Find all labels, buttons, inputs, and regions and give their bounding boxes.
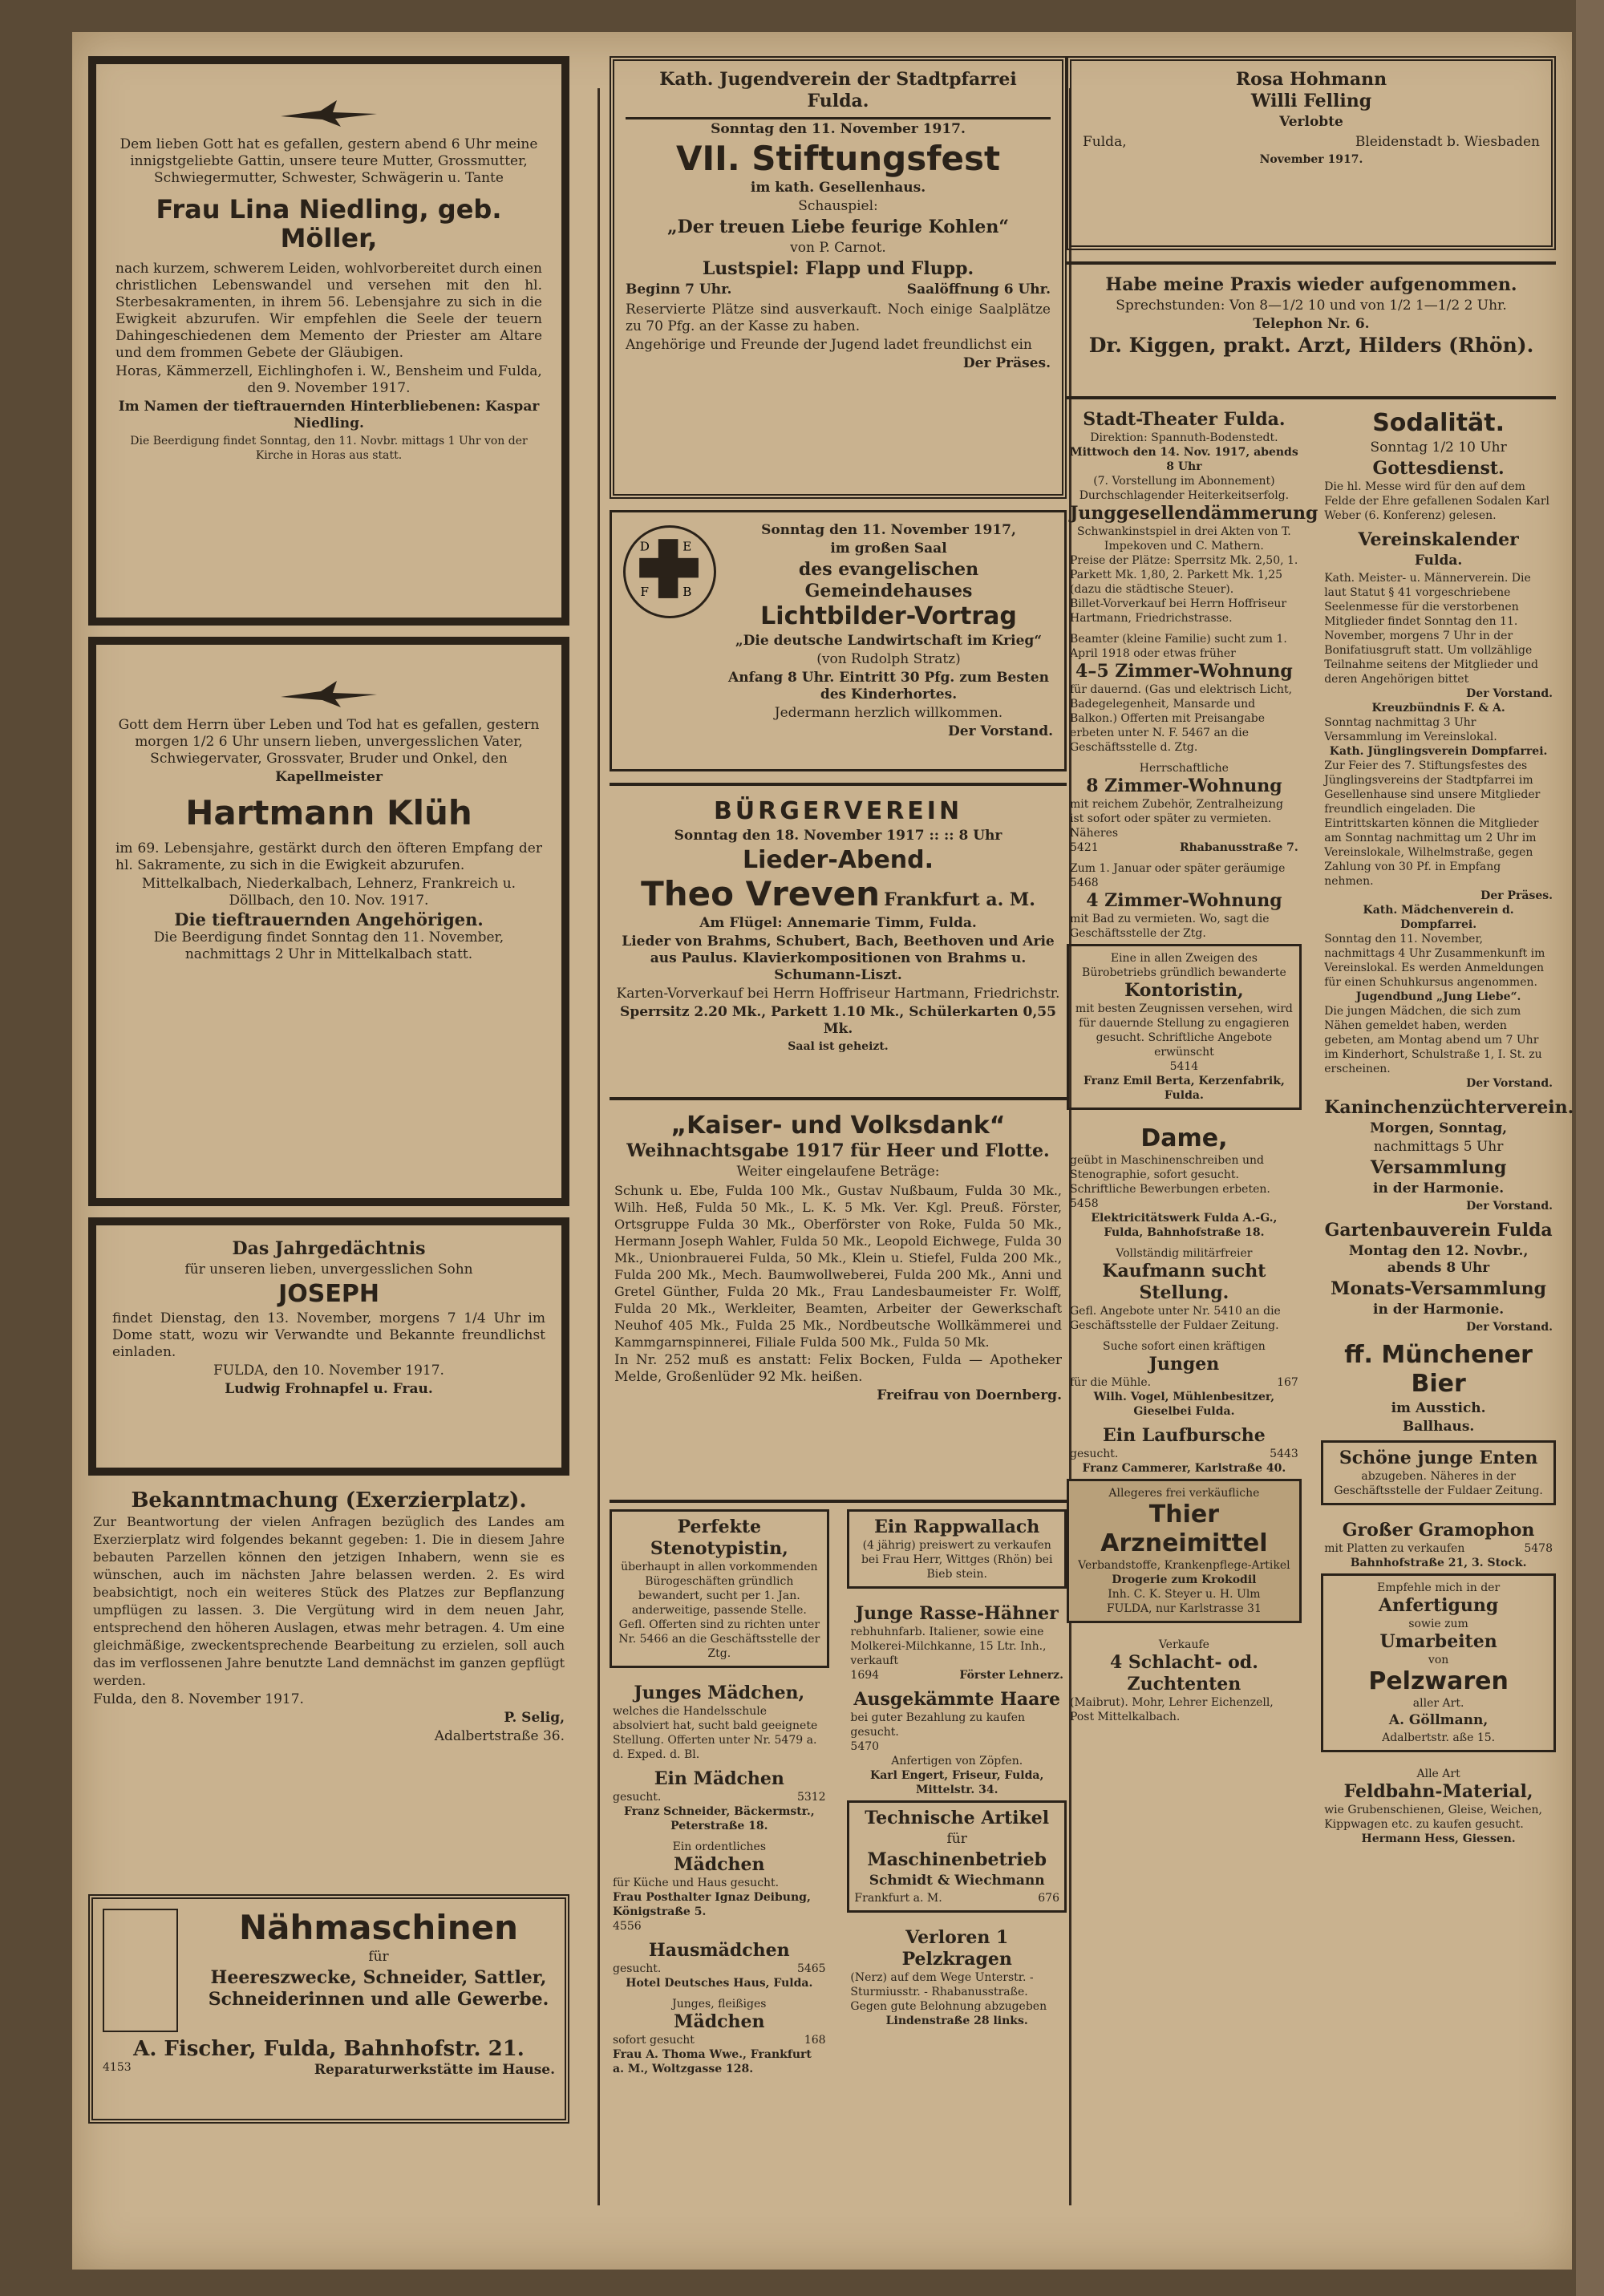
- ad-pre: Vollständig militärfreier: [1116, 1247, 1253, 1260]
- ad-enten: [1321, 1440, 1556, 1505]
- deceased-name: Frau Lina Niedling, geb. Möller,: [156, 194, 502, 253]
- ad-title: Kaninchenzüchterverein.: [1324, 1097, 1574, 1118]
- ad-wohnung-gesucht: [1067, 629, 1302, 758]
- red-cross-icon: [623, 525, 716, 618]
- ad-feldbahn: [1321, 1764, 1556, 1849]
- ad-sale: Billet-Vorverkauf bei Herrn Hoffriseur Hartmann, Friedrichstrasse.: [1070, 597, 1287, 625]
- ad-line: von: [1428, 1654, 1449, 1666]
- shield-icon: [103, 1909, 178, 2032]
- obituary-place: Horas, Kämmerzell, Eichlinghofen i. W., Bensheim und Fulda, den 9. November 1917.: [115, 363, 542, 396]
- ad-laufbursche: [1067, 1422, 1302, 1479]
- ad-junges-maedchen: [610, 1679, 829, 1765]
- ad-subtitle: Kath. Mädchenverein d. Dompfarrei.: [1363, 904, 1514, 931]
- ad-lichtbilder: [610, 510, 1067, 771]
- ad-ein-maedchen: [610, 1765, 829, 1836]
- obituary-place: Mittelkalbach, Niederkalbach, Lehnerz, Frankreich u. Döllbach, den 10. Nov. 1917.: [141, 876, 516, 909]
- ad-haehner: [847, 1600, 1067, 1686]
- ad-pre: Beamter (kleine Familie) sucht zum 1. April 1918 oder etwas früher: [1070, 633, 1287, 660]
- ad-title: Mädchen: [674, 1854, 765, 1875]
- city: Fulda,: [1083, 134, 1127, 150]
- notice-title: Bekanntmachung (Exerzierplatz).: [131, 1488, 527, 1512]
- ad-hall: im großen Saal: [830, 541, 947, 557]
- ad-body: welches die Handelsschule absolviert hat, sucht bald geeignete Stellung. Offerten unter Nr. 5479 a. d. Exped. d. Bl.: [613, 1705, 818, 1761]
- ad-sodalitaet: [1321, 406, 1556, 526]
- ad-label: Schauspiel:: [798, 198, 878, 214]
- ad-title: Großer Gramophon: [1342, 1520, 1535, 1541]
- ad-line: Allegeres frei verkäufliche: [1108, 1487, 1260, 1500]
- ad-title: Habe meine Praxis wieder aufgenommen.: [1105, 274, 1517, 295]
- ad-pre: Zum 1. Januar oder später geräumige: [1070, 862, 1286, 875]
- engaged-label: Verlobte: [1279, 114, 1343, 130]
- ad-pre: Verkaufe: [1158, 1638, 1209, 1651]
- article-subtitle: Weihnachtsgabe 1917 für Heer und Flotte.: [626, 1140, 1050, 1161]
- ad-pre: Alle Art: [1416, 1768, 1460, 1780]
- article-correction: In Nr. 252 muß es anstatt: Felix Bocken, Fulda — Apotheker Melde, Großenlüder 92 Mk. heißen.: [614, 1352, 1062, 1385]
- memorial-subtitle: für unseren lieben, unvergesslichen Sohn: [184, 1261, 473, 1278]
- ad-buergerverein: [610, 792, 1067, 1091]
- ad-title: ff. Münchener Bier: [1344, 1341, 1533, 1398]
- ad-piano: Am Flügel: Annemarie Timm, Fulda.: [699, 915, 977, 931]
- ad-title: Nähmaschinen: [239, 1908, 518, 1947]
- ad-rappwallach: [847, 1509, 1067, 1589]
- ad-price: Preise der Plätze: Sperrsitz Mk. 2,50, 1. Parkett Mk. 1,80, 2. Parkett Mk. 1,25 (dazu die städtische Steuer).: [1070, 554, 1298, 596]
- ad-jungen: [1067, 1336, 1302, 1422]
- ad-welcome: Jedermann herzlich willkommen.: [774, 705, 1003, 721]
- notice-address: Adalbertstraße 36.: [434, 1728, 565, 1744]
- ad-title: Ein Laufbursche: [1103, 1425, 1266, 1446]
- ad-ordentliches-maedchen: [610, 1836, 829, 1937]
- ad-number: 676: [1038, 1892, 1059, 1905]
- ad-title: Kontoristin,: [1124, 980, 1244, 1001]
- ad-shop: Drogerie zum Krokodil: [1112, 1573, 1257, 1586]
- date: November 1917.: [1259, 153, 1363, 166]
- ad-pre: Herrschaftliche: [1139, 762, 1229, 775]
- ad-title: Ein Mädchen: [654, 1768, 784, 1789]
- obituary-intro: Gott dem Herrn über Leben und Tod hat es gefallen, gestern morgen 1/2 6 Uhr unsern lieben, unvergesslichen Vater, Schwiegervater, Grossvater, Bruder und Onkel, den: [118, 717, 540, 767]
- ad-body: Zur Feier des 7. Stiftungsfestes des Jünglingsvereins der Stadtpfarrei im Gesellenhause sind unsere Mitglieder freundlich eingeladen. Die Eintrittskarten können die Mitglieder am Sonntag nachmittag um 2 Uhr im Vereinslokale, Wilhelmstraße, gegen Zahlung von 30 Pf. in Empfang nehmen.: [1324, 759, 1541, 888]
- ad-heat: Saal ist geheizt.: [788, 1040, 889, 1053]
- ad-firm: Förster Lehnerz.: [959, 1669, 1063, 1682]
- column-divider: [597, 88, 600, 2205]
- ad-4-zimmer: [1067, 858, 1302, 944]
- ad-title: 8 Zimmer-Wohnung: [1086, 775, 1282, 796]
- column-right: [1067, 56, 1574, 1849]
- ad-subtitle: Maschinenbetrieb: [867, 1849, 1047, 1870]
- ad-event: Lieder-Abend.: [742, 846, 934, 874]
- ad-doctor: Dr. Kiggen, prakt. Arzt, Hilders (Rhön).: [1088, 334, 1534, 357]
- ad-line: Gottesdienst.: [1372, 458, 1505, 479]
- ad-praxis: [1067, 271, 1556, 390]
- ad-naehmaschinen: [88, 1894, 569, 2124]
- ad-title: Technische Artikel: [865, 1808, 1050, 1828]
- city: Bleidenstadt b. Wiesbaden: [1355, 134, 1540, 150]
- ad-owner: Inh. C. K. Steyer u. H. Ulm: [1108, 1588, 1261, 1601]
- ad-body: (Maibrut). Mohr, Lehrer Eichenzell, Post Mittelkalbach.: [1070, 1696, 1274, 1723]
- ad-address: Bahnhofstraße 21, 3. Stock.: [1350, 1557, 1527, 1569]
- ad-number: 5458: [1070, 1197, 1099, 1210]
- ad-signature: Der Vorstand.: [1466, 687, 1553, 700]
- engaged-name: Willi Felling: [1250, 91, 1372, 111]
- ad-title: Hausmädchen: [648, 1940, 790, 1961]
- ad-body: wie Grubenschienen, Gleise, Weichen, Kippwagen etc. zu kaufen gesucht.: [1324, 1804, 1542, 1831]
- ad-body: abzugeben. Näheres in der Geschäftsstelle der Fuldaer Zeitung.: [1334, 1470, 1543, 1497]
- ad-title: Jungen: [1148, 1354, 1220, 1375]
- ad-technische-artikel: [847, 1800, 1067, 1913]
- edge-strip: [1576, 0, 1604, 2296]
- deceased-title: Kapellmeister: [275, 769, 383, 785]
- ad-number: 5478: [1524, 1542, 1553, 1555]
- memorial-name: JOSEPH: [278, 1280, 379, 1308]
- cross-letter: F: [640, 585, 650, 600]
- article-label: Weiter eingelaufene Beträge:: [736, 1164, 940, 1180]
- deceased-name: Hartmann Klüh: [185, 793, 472, 832]
- ad-line: Versammlung: [1370, 1157, 1507, 1178]
- classifieds-right: [1067, 406, 1574, 1849]
- ad-firm: Franz Emil Berta, Kerzenfabrik, Fulda.: [1083, 1075, 1285, 1102]
- ad-subtitle: Kath. Jünglingsverein Dompfarrei.: [1329, 745, 1548, 758]
- ad-title: VII. Stiftungsfest: [675, 139, 1001, 178]
- ad-body: Gefl. Angebote unter Nr. 5410 an die Geschäftsstelle der Fuldaer Zeitung.: [1070, 1305, 1281, 1332]
- article-title: „Kaiser- und Volksdank“: [670, 1112, 1006, 1140]
- ad-body: für dauernd. (Gas und elektrisch Licht, Badegelegenheit, Mansarde und Balkon.) Offerten mit Preisangabe erbeten unter N. F. 5467 an die Geschäftsstelle d. Ztg.: [1070, 683, 1293, 754]
- ad-number: 5468: [1070, 877, 1099, 889]
- ad-title: Kaufmann sucht Stellung.: [1102, 1261, 1266, 1303]
- obituary-klueh: [88, 637, 569, 1206]
- ad-number: 5421: [1070, 841, 1099, 854]
- obituary-signature: Die tieftrauernden Angehörigen.: [174, 909, 484, 929]
- ad-pre: Ein ordentliches: [672, 1840, 767, 1853]
- ad-number: 5312: [796, 1791, 826, 1804]
- obituary-niedling: [88, 56, 569, 626]
- ad-pelzwaren: [1321, 1573, 1556, 1752]
- ad-invite: Angehörige und Freunde der Jugend ladet freundlichst ein: [626, 337, 1032, 353]
- ad-for: für: [368, 1949, 389, 1965]
- ad-subtitle: Jugendbund „Jung Liebe“.: [1355, 990, 1521, 1003]
- ad-body: mit reichem Zubehör, Zentralheizung ist sofort oder später zu vermieten. Näheres: [1070, 798, 1283, 840]
- ad-body: geübt in Maschinenschreiben und Stenographie, sofort gesucht. Schriftliche Bewerbungen erbeten.: [1070, 1154, 1270, 1196]
- classifieds-middle: [610, 1509, 1067, 2079]
- ad-subtitle: Kreuzbündnis F. & A.: [1371, 702, 1505, 715]
- ad-firm: Frau Posthalter Ignaz Deibung, Königstraße 5.: [613, 1891, 811, 1918]
- ad-body: bei guter Bezahlung zu kaufen gesucht.: [850, 1711, 1026, 1739]
- ad-title: Mädchen: [674, 2011, 765, 2032]
- ad-body: Die hl. Messe wird für den auf dem Felde der Ehre gefallenen Sodalen Karl Weber (6. Konferenz) gelesen.: [1324, 480, 1549, 522]
- ad-line: Anfertigung: [1378, 1595, 1499, 1616]
- ad-open: Saalöffnung 6 Uhr.: [906, 281, 1051, 298]
- ad-number: 4556: [613, 1920, 642, 1933]
- ad-city: Fulda.: [1414, 553, 1463, 569]
- ad-body: überhaupt in allen vorkommenden Bürogeschäften gründlich bewandert, sucht per 1. Jan. anderweitige, passende Stelle. Gefl. Offerten sind zu richten unter Nr. 5466 an die Geschäftsstelle der Ztg.: [618, 1561, 820, 1660]
- bird-icon: [273, 96, 385, 128]
- ad-address: Rhabanusstraße 7.: [1179, 841, 1298, 854]
- ad-line: Empfehle mich in der: [1377, 1581, 1501, 1594]
- ad-body: Sonntag nachmittag 3 Uhr Versammlung im Vereinslokal.: [1324, 716, 1497, 743]
- ad-line: Monats-Versammlung: [1331, 1278, 1547, 1299]
- divider: [1067, 261, 1556, 265]
- divider: [610, 1500, 1067, 1503]
- ad-number: 1694: [850, 1669, 880, 1682]
- performer-city: Frankfurt a. M.: [884, 889, 1035, 910]
- ad-title: Stadt-Theater Fulda.: [1083, 409, 1286, 430]
- ad-firm: Hotel Deutsches Haus, Fulda.: [626, 1977, 813, 1990]
- ad-title: Verloren 1 Pelzkragen: [901, 1927, 1012, 1970]
- ad-signature: Der Vorstand.: [1466, 1321, 1553, 1334]
- column-left: [88, 56, 569, 2135]
- ad-number: 167: [1277, 1376, 1298, 1389]
- ad-fleissiges-maedchen: [610, 1994, 829, 2079]
- ad-line: Ballhaus.: [1402, 1419, 1475, 1435]
- ad-number: 5465: [796, 1962, 826, 1975]
- ad-title: Junge Rasse-Hähner: [855, 1603, 1059, 1624]
- ad-pre: Eine in allen Zweigen des Bürobetriebs gründlich bewanderte: [1082, 952, 1286, 979]
- ad-repair: Reparaturwerkstätte im Hause.: [314, 2062, 555, 2078]
- ad-title: Thier Arzneimittel: [1100, 1500, 1268, 1557]
- ad-date: Mittwoch den 14. Nov. 1917, abends 8 Uhr: [1070, 446, 1298, 473]
- ad-phone: Telephon Nr. 6.: [1253, 316, 1370, 332]
- ad-address: FULDA, nur Karlstrasse 31: [1106, 1602, 1262, 1615]
- ad-line: Heereszwecke, Schneider, Sattler,: [210, 1967, 547, 1988]
- ad-title: Perfekte Stenotypistin,: [650, 1516, 788, 1559]
- ad-title: BÜRGERVEREIN: [713, 797, 963, 825]
- ad-kaninchen: [1321, 1094, 1574, 1217]
- cross-letter: D: [639, 539, 650, 554]
- ad-title: 4 Schlacht- od. Zuchtenten: [1109, 1652, 1258, 1695]
- ad-work: Anfertigen von Zöpfen.: [891, 1755, 1023, 1768]
- ad-start: Anfang 8 Uhr. Eintritt 30 Pfg. zum Besten des Kinderhortes.: [728, 670, 1049, 703]
- ad-firm: Frau A. Thoma Wwe., Frankfurt a. M., Woltzgasse 128.: [613, 2048, 812, 2075]
- ad-title: Dame,: [1140, 1124, 1228, 1152]
- ad-line: Schneiderinnen und alle Gewerbe.: [208, 1989, 549, 2010]
- ad-verlobung: [1067, 56, 1556, 250]
- ad-author: von P. Carnot.: [790, 240, 886, 256]
- ad-line: Verbandstoffe, Krankenpflege-Artikel: [1078, 1559, 1290, 1572]
- ad-8-zimmer: [1067, 758, 1302, 858]
- ad-number: 5443: [1270, 1448, 1298, 1460]
- ad-firm: Karl Engert, Friseur, Fulda, Mittelstr. 34.: [870, 1769, 1044, 1796]
- ad-line: Montag den 12. Novbr., abends 8 Uhr: [1348, 1243, 1529, 1276]
- ad-gramophon: [1321, 1516, 1556, 1573]
- ad-title: Schöne junge Enten: [1339, 1448, 1538, 1468]
- ad-pelzkragen: [847, 1924, 1067, 2031]
- memorial-title: Das Jahrgedächtnis: [232, 1238, 426, 1259]
- ad-stadttheater: [1067, 406, 1318, 629]
- ad-firm: Elektricitätswerk Fulda A.-G., Fulda, Bahnhofstraße 18.: [1091, 1212, 1278, 1239]
- ad-hours: Sprechstunden: Von 8—1/2 10 und von 1/2 1—1/2 2 Uhr.: [1116, 298, 1507, 314]
- ad-program: Lieder von Brahms, Schubert, Bach, Beethoven und Arie aus Paulus. Klavierkompositionen von Brahms u. Schumann-Liszt.: [622, 933, 1055, 983]
- ad-body: Die jungen Mädchen, die sich zum Nähen gemeldet haben, werden gebeten, am Montag abend um 7 Uhr im Kinderhort, Schulstraße 1, I. St. zu erscheinen.: [1324, 1005, 1542, 1075]
- ad-body: mit besten Zeugnissen versehen, wird für dauernde Stellung zu engagieren gesucht. Schriftliche Angebote erwünscht: [1075, 1002, 1293, 1059]
- ad-body: rebhuhnfarb. Italiener, sowie eine Molkerei-Milchkanne, 15 Ltr. Inh., verkauft: [850, 1626, 1047, 1667]
- obituary-signature: Im Namen der tieftrauernden Hinterbliebenen: Kaspar Niedling.: [118, 399, 540, 431]
- obituary-intro: Dem lieben Gott hat es gefallen, gestern abend 6 Uhr meine innigstgeliebte Gattin, unsere teure Mutter, Grossmutter, Schwiegermutter, Schwester, Schwägerin u. Tante: [119, 136, 538, 186]
- ad-firm: Hermann Hess, Giessen.: [1361, 1832, 1516, 1845]
- ad-title: Pelzwaren: [1368, 1667, 1509, 1695]
- ad-signature: Der Präses.: [962, 355, 1051, 371]
- ad-pre: Junges, fleißiges: [672, 1998, 767, 2011]
- ad-pre: Suche sofort einen kräftigen: [1103, 1340, 1266, 1353]
- divider: [610, 1097, 1067, 1100]
- ad-body: gesucht.: [613, 1962, 662, 1975]
- ad-firm: Wilh. Vogel, Mühlenbesitzer, Gieselbei Fulda.: [1093, 1391, 1275, 1418]
- ad-address: Lindenstraße 28 links.: [885, 2015, 1028, 2027]
- ad-body: Sonntag den 11. November, nachmittags 4 Uhr Zusammenkunft im Vereinslokal. Es werden Anmeldungen für einen Schuhkursus angenommen.: [1324, 933, 1545, 989]
- ad-play-title: „Der treuen Liebe feurige Kohlen“: [667, 217, 1009, 237]
- ad-line: in der Harmonie.: [1372, 1302, 1505, 1318]
- ad-place: im kath. Gesellenhaus.: [750, 180, 926, 196]
- ad-line: im Ausstich.: [1391, 1400, 1486, 1416]
- ad-kontoristin: [1067, 944, 1302, 1110]
- ad-body: sofort gesucht: [613, 2034, 695, 2047]
- ad-title: Ausgekämmte Haare: [853, 1689, 1060, 1710]
- ad-number: 4153: [103, 2061, 132, 2074]
- ad-date: Sonntag den 18. November 1917 :: :: 8 Uhr: [674, 828, 1003, 844]
- article-body: Schunk u. Ebe, Fulda 100 Mk., Gustav Nußbaum, Fulda 30 Mk., Wilh. Heß, Fulda 50 Mk., L. K. 5 Mk. Ver. Kgl. Preuß. Förster, Ortsgruppe Fulda 30 Mk., Oberförster von Roke, Fulda 50 Mk., Hermann Joseph Wahler, Fulda 50 Mk., Leopold Eichwege, Fulda 30 Mk., Unionbrauerei Fulda, 50 Mk., Klein u. Stiefel, Fulda 200 Mk., Fulda 200 Mk., Mech. Baumwollweberei, Fulda 200 Mk., Anni und Gretel Günther, Fulda 20 Mk., Frau Landesbaumeister Fr. Wolff, Fulda 20 Mk., Werkleiter, Beamten, Arbeiter der Gewerkschaft Neuhof 405 Mk., Fulda 25 Mk., Nordbeutsche Wollkämmerei und Kammgarnspinnerei, Filiale Fulda 500 Mk., Fulda 50 Mk.: [614, 1183, 1062, 1350]
- notice-signature: P. Selig,: [504, 1710, 565, 1726]
- ad-comedy: Lustspiel: Flapp und Flupp.: [702, 258, 974, 279]
- ad-body: für die Mühle.: [1070, 1376, 1152, 1389]
- ad-address: Adalbertstr. aße 15.: [1382, 1731, 1496, 1744]
- ad-for: für: [946, 1831, 967, 1847]
- notice-place: Fulda, den 8. November 1917.: [93, 1691, 304, 1707]
- divider: [1067, 396, 1556, 399]
- ad-haare: [847, 1686, 1067, 1800]
- ad-line: sowie zum: [1408, 1618, 1468, 1630]
- ad-title: Sodalität.: [1372, 409, 1505, 437]
- ad-firm: A. Göllmann,: [1388, 1712, 1489, 1728]
- ad-firm: Franz Schneider, Bäckermstr., Peterstraße 18.: [624, 1805, 815, 1832]
- ad-body: für Küche und Haus gesucht.: [613, 1877, 780, 1889]
- ad-sale: Karten-Vorverkauf bei Herrn Hoffriseur Hartmann, Friedrichstr.: [616, 986, 1060, 1002]
- ad-author: (von Rudolph Stratz): [816, 651, 961, 667]
- article-signature: Freifrau von Doernberg.: [877, 1387, 1062, 1403]
- ad-body: (4 jährig) preiswert zu verkaufen bei Frau Herr, Wittges (Rhön) bei Bieb stein.: [861, 1539, 1053, 1581]
- ad-body: gesucht.: [613, 1791, 662, 1804]
- ad-firm: A. Fischer, Fulda, Bahnhofstr. 21.: [133, 2037, 525, 2061]
- column-middle: [610, 56, 1067, 2079]
- ad-title: Ein Rappwallach: [874, 1516, 1040, 1537]
- ad-title: Feldbahn-Material,: [1343, 1781, 1533, 1802]
- ad-signature: Der Präses.: [1480, 889, 1553, 902]
- ad-place: des evangelischen Gemeindehauses: [798, 559, 979, 601]
- cross-letter: B: [683, 585, 692, 600]
- ad-body: (Nerz) auf dem Wege Unterstr. - Sturmiusstr. - Rhabanusstraße. Gegen gute Belohnung abzugeben: [850, 1971, 1047, 2013]
- divider: [610, 783, 1067, 786]
- ad-body: mit Bad zu vermieten. Wo, sagt die Geschäftsstelle der Ztg.: [1070, 913, 1270, 940]
- ad-body: gesucht.: [1070, 1448, 1119, 1460]
- ad-subtitle: „Die deutsche Landwirtschaft im Krieg“: [735, 633, 1043, 649]
- ad-signature: Der Vorstand.: [1466, 1200, 1553, 1213]
- memorial-place: FULDA, den 10. November 1917.: [213, 1363, 444, 1379]
- ad-bier: [1321, 1338, 1556, 1440]
- ad-line: Umarbeiten: [1379, 1631, 1497, 1652]
- ad-line: Sonntag 1/2 10 Uhr: [1370, 439, 1507, 456]
- ad-title: 4 Zimmer-Wohnung: [1086, 890, 1282, 911]
- ad-number: 5470: [850, 1740, 880, 1753]
- cross-letter: E: [683, 539, 692, 554]
- ad-signature: Der Vorstand.: [948, 723, 1053, 739]
- obituary-body: im 69. Lebensjahre, gestärkt durch den öfteren Empfang der hl. Sakramente, zu sich in die Ewigkeit abzurufen.: [115, 840, 542, 873]
- ad-firm: Franz Cammerer, Karlstraße 40.: [1082, 1462, 1286, 1475]
- engaged-name: Rosa Hohmann: [1235, 69, 1387, 90]
- ad-gartenbau: [1321, 1217, 1556, 1338]
- ad-start: Beginn 7 Uhr.: [626, 281, 732, 298]
- memorial-body: findet Dienstag, den 13. November, morgens 7 1/4 Uhr im Dome statt, wozu wir Verwandte und Bekannte freundlichst einladen.: [112, 1310, 545, 1360]
- ad-line: in der Harmonie.: [1372, 1180, 1505, 1197]
- ad-body: mit Platten zu verkaufen: [1324, 1542, 1465, 1555]
- memorial-joseph: [88, 1217, 569, 1476]
- ad-line: aller Art.: [1412, 1697, 1464, 1710]
- obituary-note: Die Beerdigung findet Sonntag, den 11. Novbr. mittags 1 Uhr von der Kirche in Horas aus statt.: [130, 435, 528, 462]
- ad-title: Vereinskalender: [1358, 529, 1519, 550]
- ad-signature: Der Vorstand.: [1466, 1077, 1553, 1090]
- ad-title: Junges Mädchen,: [634, 1683, 805, 1703]
- ad-date: Sonntag den 11. November 1917.: [711, 121, 966, 137]
- obituary-body: nach kurzem, schwerem Leiden, wohlvorbereitet durch einen christlichen Lebenswandel und versehen mit den hl. Sterbesakramenten, in ihrem 56. Lebensjahre zu sich in die Ewigkeit abzurufen. Wir empfehlen die Seele der teuern Dahingeschiedenen dem Memento der Priester am Altare und dem frommen Gebete der Gläubigen.: [115, 261, 542, 361]
- ad-stenotypistin: [610, 1509, 829, 1668]
- ad-title: 4–5 Zimmer-Wohnung: [1075, 661, 1293, 682]
- ad-thierarzneimittel: [1067, 1479, 1302, 1623]
- notice-body: Zur Beantwortung der vielen Anfragen bezüglich des Landes am Exerzierplatz wird folgendes bekannt gegeben: 1. Die in diesem Jahre bebauten Parzellen können den jetzigen Inhabern, wenn sie es wünschen, auch im nächsten Jahre belassen werden. 2. Es wird beabsichtigt, noch ein weiteres Stück des Platzes zur Bepflanzung umpflügen zu lassen. 3. Die Vergütung wird in dem neuen Jahr, entsprechend den höheren Auslagen, etwas mehr betragen. 4. Um eine gleichmäßige, zweckentsprechende Bearbeitung zu erzielen, soll auch das im verflossenen Jahre benutzte Land demnächst im ganzen gepflügt werden.: [93, 1514, 565, 1688]
- ad-line: Morgen, Sonntag,: [1370, 1120, 1508, 1136]
- ad-city: Frankfurt a. M.: [854, 1892, 942, 1905]
- ad-title: Lichtbilder-Vortrag: [760, 602, 1017, 630]
- bird-icon: [273, 677, 385, 709]
- ad-stiftungsfest: [610, 56, 1067, 499]
- article-volksdank: [610, 1107, 1067, 1493]
- memorial-signature: Ludwig Frohnapfel u. Frau.: [225, 1381, 433, 1397]
- ad-kaufmann: [1067, 1243, 1302, 1336]
- ad-date: Sonntag den 11. November 1917,: [761, 522, 1016, 538]
- notice-exerzierplatz: [88, 1487, 569, 1894]
- ad-vereinskalender: [1321, 526, 1556, 1094]
- ad-header: Kath. Jugendverein der Stadtpfarrei Fulda.: [626, 69, 1051, 119]
- ad-line: nachmittags 5 Uhr: [1373, 1139, 1504, 1155]
- ad-hausmaedchen: [610, 1937, 829, 1994]
- ad-price: Sperrsitz 2.20 Mk., Parkett 1.10 Mk., Schülerkarten 0,55 Mk.: [620, 1004, 1056, 1037]
- ad-enten-verkauf: [1067, 1634, 1302, 1727]
- ad-desc: Schwankinstspiel in drei Akten von T. Impekoven und C. Mathern.: [1077, 525, 1291, 553]
- ad-number: 168: [804, 2034, 826, 2047]
- ad-dame: [1067, 1121, 1302, 1243]
- ad-firm: Schmidt & Wiechmann: [869, 1873, 1045, 1889]
- ad-number: 5414: [1169, 1060, 1199, 1073]
- ad-direction: Direktion: Spannuth-Bodenstedt.: [1090, 431, 1278, 444]
- obituary-note: Die Beerdigung findet Sonntag den 11. November, nachmittags 2 Uhr in Mittelkalbach statt.: [153, 929, 504, 962]
- ad-body: Kath. Meister- u. Männerverein. Die laut Statut § 41 vorgeschriebene Seelenmesse für die verstorbenen Mitglieder findet Sonntag den 11. November, morgens 7 Uhr in der Bonifatiusgruft statt. Um vollzählige Teilnahme seitens der Mitglieder und deren Angehörigen bittet: [1324, 572, 1539, 686]
- performer-name: Theo Vreven: [641, 874, 881, 913]
- ad-title: Gartenbauverein Fulda: [1324, 1220, 1553, 1241]
- ad-seats: Reservierte Plätze sind ausverkauft. Noch einige Saalplätze zu 70 Pfg. an der Kasse zu haben.: [626, 302, 1051, 334]
- ad-note: (7. Vorstellung im Abonnement) Durchschlagender Heiterkeitserfolg.: [1079, 475, 1290, 502]
- ad-play: Junggesellendämmerung: [1070, 503, 1318, 524]
